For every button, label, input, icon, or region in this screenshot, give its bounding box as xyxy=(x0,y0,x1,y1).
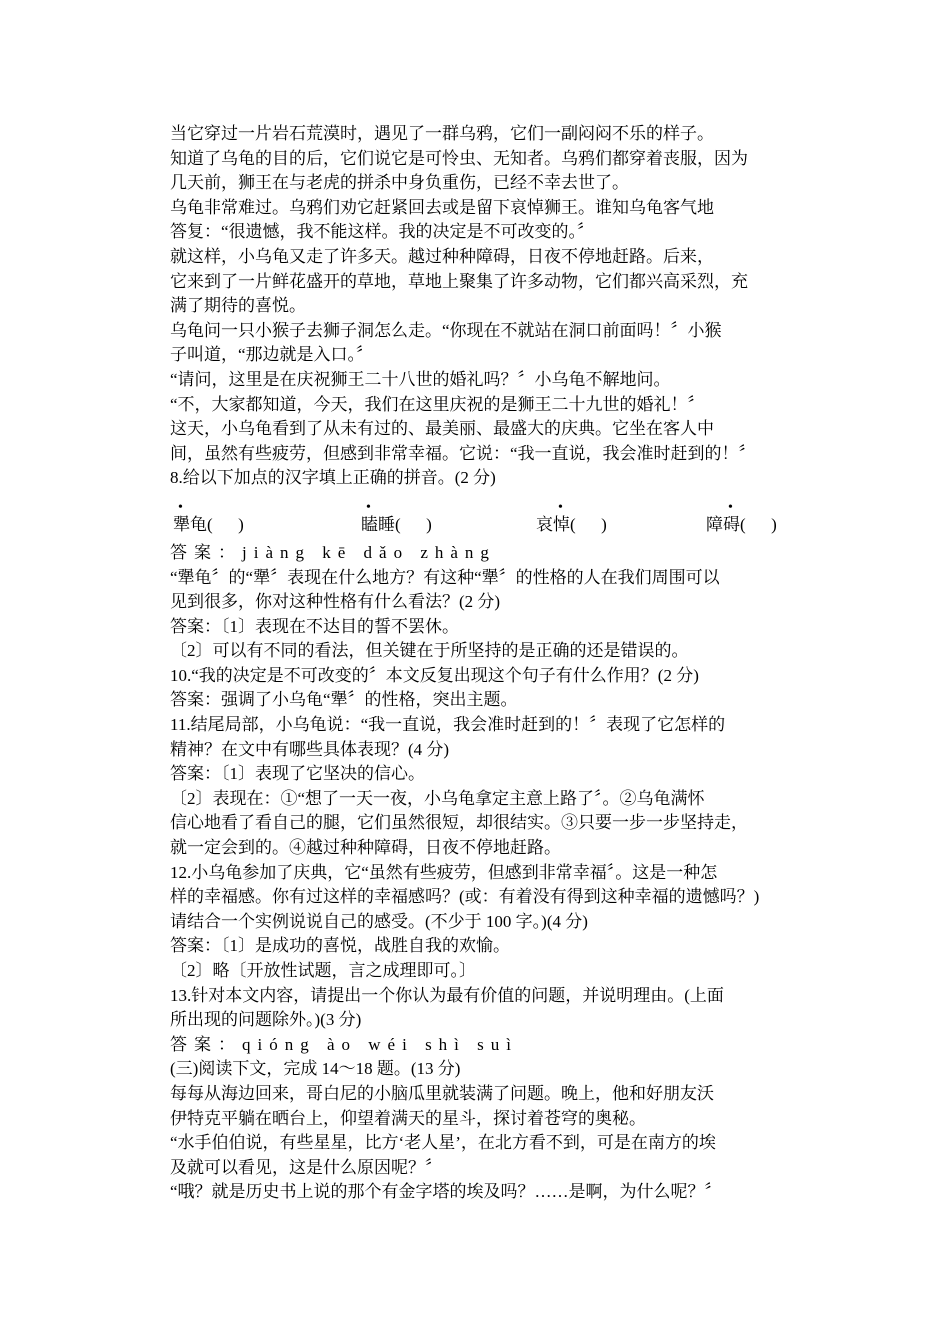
text-line: 11.结尾局部，小乌龟说：“我一直说，我会准时赶到的！〞表现了它怎样的 xyxy=(170,715,726,735)
text-line: “哦？就是历史书上说的那个有金字塔的埃及吗？……是啊，为什么呢？〞 xyxy=(170,1182,722,1202)
answer-8: 答案：jiàng kē dǎo zhàng xyxy=(170,542,496,562)
pinyin-question-row xyxy=(136,491,800,541)
paragraph xyxy=(136,984,800,1033)
text-line: 所出现的问题除外。)(3 分) xyxy=(170,1010,362,1030)
questions-section xyxy=(136,566,800,1033)
text-line: “水手伯伯说，有些星星，比方‘老人星’，在北方看不到，可是在南方的埃 xyxy=(170,1133,716,1153)
text-line: “请问，这里是在庆祝狮王二十八世的婚礼吗？〞小乌龟不解地问。 xyxy=(170,369,671,389)
text-line: 间，虽然有些疲劳，但感到非常幸福。它说：“我一直说，我会准时赶到的！〞 xyxy=(170,443,756,463)
text-line: 请结合一个实例说说自己的感受。(不少于 100 字。)(4 分) xyxy=(170,911,588,931)
text-line: 信心地看了看自己的腿，它们虽然很短，却很结实。③只要一步一步坚持走， xyxy=(170,813,748,833)
answer-13: 答案：qióng ào wéi shì suì xyxy=(170,1034,518,1054)
item-suffix: 龟( ) xyxy=(190,514,244,534)
emphasis-dot-icon: • xyxy=(728,499,733,515)
paragraph xyxy=(136,196,800,245)
paragraph xyxy=(136,762,800,787)
text-line: 乌龟问一只小猴子去狮子洞怎么走。“你现在不就站在洞口前面吗！〞小猴 xyxy=(170,320,722,340)
text-line: 答复：“很遗憾，我不能这样。我的决定是不可改变的。〞 xyxy=(170,222,595,242)
text-line: 答案：〔1〕表现了它坚决的信心。 xyxy=(170,764,425,784)
paragraph xyxy=(136,934,800,959)
text-line: “不，大家都知道，今天，我们在这里庆祝的是狮王二十九世的婚礼！〞 xyxy=(170,394,705,414)
paragraph xyxy=(136,1082,800,1131)
paragraph xyxy=(136,787,800,861)
text-line: 当它穿过一片岩石荒漠时，遇见了一群乌鸦，它们一副闷闷不乐的样子。 xyxy=(170,124,714,143)
paragraph xyxy=(136,1180,800,1205)
paragraph xyxy=(136,368,800,393)
pinyin-item xyxy=(173,499,244,537)
text-line: 就这样，小乌龟又走了许多天。越过种种障碍，日夜不停地赶路。后来， xyxy=(170,246,714,266)
item-prefix: 障 xyxy=(706,514,723,534)
text-line: 乌龟非常难过。乌鸦们劝它赶紧回去或是留下哀悼狮王。谁知乌龟客气地 xyxy=(170,197,714,217)
text-line: 子叫道，“那边就是入口。〞 xyxy=(170,345,374,365)
pinyin-item xyxy=(536,499,607,537)
story-section xyxy=(136,122,800,491)
paragraph xyxy=(136,1131,800,1180)
paragraph xyxy=(136,639,800,664)
item-suffix: ( ) xyxy=(570,514,607,534)
paragraph xyxy=(136,466,800,491)
text-line: 满了期待的喜悦。 xyxy=(170,296,306,316)
text-line: 每每从海边回来，哥白尼的小脑瓜里就装满了问题。晚上，他和好朋友沃 xyxy=(170,1083,714,1103)
text-line: (三)阅读下文，完成 14～18 题。(13 分) xyxy=(170,1059,461,1079)
dotted-character: 悼 • xyxy=(553,499,570,534)
pinyin-item xyxy=(706,499,777,537)
dotted-character: 瞌 • xyxy=(361,499,378,534)
text-line: 8.给以下加点的汉字填上正确的拼音。(2 分) xyxy=(170,468,496,488)
emphasis-dot-icon: • xyxy=(178,499,183,515)
paragraph xyxy=(136,713,800,762)
pinyin-item xyxy=(361,499,432,537)
text-line: 伊特克平躺在晒台上，仰望着满天的星斗，探讨着苍穹的奥秘。 xyxy=(170,1108,646,1128)
text-line: 知道了乌龟的目的后，它们说它是可怜虫、无知者。乌鸦们都穿着丧服，因为 xyxy=(170,148,748,168)
document-body xyxy=(136,122,800,1205)
reading-section-3 xyxy=(136,1057,800,1205)
text-line: 10.“我的决定是不可改变的〞本文反复出现这个句子有什么作用？(2 分) xyxy=(170,665,699,685)
emphasis-dot-icon: • xyxy=(558,499,563,515)
dotted-character: 犟 • xyxy=(173,499,190,534)
text-line: 它来到了一片鲜花盛开的草地，草地上聚集了许多动物，它们都兴高采烈，充 xyxy=(170,271,748,291)
text-line: 这天，小乌龟看到了从未有过的、最美丽、最盛大的庆典。它坐在客人中 xyxy=(170,419,714,439)
text-line: 答案：〔1〕是成功的喜悦，战胜自我的欢愉。 xyxy=(170,936,510,956)
paragraph xyxy=(136,615,800,640)
text-line: 几天前，狮王在与老虎的拼杀中身负重伤，已经不幸去世了。 xyxy=(170,173,629,193)
emphasis-dot-icon: • xyxy=(366,499,371,515)
text-line: 〔2〕表现在：①“想了一天一夜，小乌龟拿定主意上路了〞。②乌龟满怀 xyxy=(170,788,705,808)
item-suffix: 睡( ) xyxy=(378,514,432,534)
paragraph xyxy=(136,417,800,466)
paragraph xyxy=(136,688,800,713)
text-line: 就一定会到的。④越过种种障碍，日夜不停地赶路。 xyxy=(170,838,561,858)
paragraph xyxy=(136,245,800,319)
text-line: 13.针对本文内容，请提出一个你认为最有价值的问题，并说明理由。(上面 xyxy=(170,985,724,1005)
paragraph xyxy=(136,1057,800,1082)
paragraph xyxy=(136,959,800,984)
paragraph xyxy=(136,861,800,935)
paragraph xyxy=(136,566,800,615)
text-line: 见到很多，你对这种性格有什么看法？(2 分) xyxy=(170,592,501,612)
text-line: 精神？在文中有哪些具体表现？(4 分) xyxy=(170,739,450,759)
paragraph xyxy=(136,122,800,196)
text-line: 样的幸福感。你有过这样的幸福感吗？(或：有着没有得到这种幸福的遗憾吗？) xyxy=(170,887,760,907)
text-line: 答案：强调了小乌龟“犟〞的性格，突出主题。 xyxy=(170,690,518,710)
paragraph xyxy=(136,319,800,368)
text-line: 12.小乌龟参加了庆典，它“虽然有些疲劳，但感到非常幸福〞。这是一种怎 xyxy=(170,862,718,882)
text-line: 〔2〕略〔开放性试题，言之成理即可。〕 xyxy=(170,961,476,980)
text-line: 〔2〕可以有不同的看法，但关键在于所坚持的是正确的还是错误的。 xyxy=(170,641,689,661)
item-suffix: ( ) xyxy=(740,514,777,534)
paragraph xyxy=(136,664,800,689)
dotted-character: 碍 • xyxy=(723,499,740,534)
item-prefix: 哀 xyxy=(536,514,553,534)
text-line: 答案：〔1〕表现在不达目的誓不罢休。 xyxy=(170,616,459,636)
paragraph xyxy=(136,393,800,418)
text-line: 及就可以看见，这是什么原因呢？〞 xyxy=(170,1157,442,1177)
text-line: “犟龟〞的“犟〞表现在什么地方？有这种“犟〞的性格的人在我们周围可以 xyxy=(170,567,720,587)
